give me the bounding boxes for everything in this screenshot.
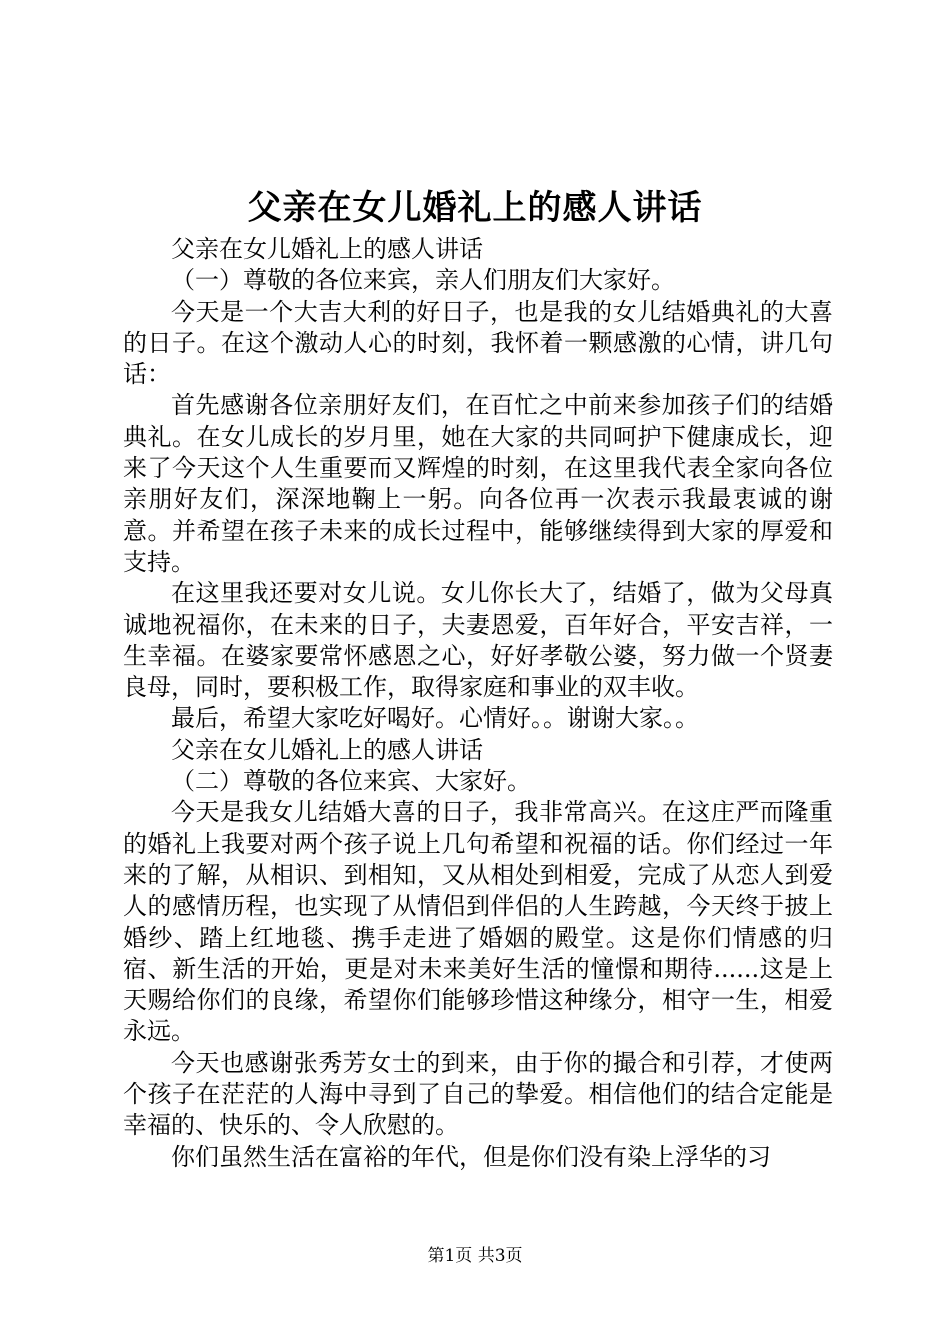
paragraph: 在这里我还要对女儿说。女儿你长大了，结婚了，做为父母真诚地祝福你，在未来的日子，夫妻恩爱，百年好合，平安吉祥，一生幸福。在婆家要常怀感恩之心，好好孝敬公婆，努力做一个贤妻良母，同时，要积极工作，取得家庭和事业的双丰收。: [123, 579, 833, 702]
page-footer: 第1页 共3页: [427, 1246, 523, 1266]
paragraph: 今天是一个大吉大利的好日子，也是我的女儿结婚典礼的大喜的日子。在这个激动人心的时刻，我怀着一颗感激的心情，讲几句话：: [123, 297, 833, 389]
paragraph: 首先感谢各位亲朋好友们，在百忙之中前来参加孩子们的结婚典礼。在女儿成长的岁月里，她在大家的共同呵护下健康成长，迎来了今天这个人生重要而又辉煌的时刻，在这里我代表全家向各位亲朋好友们，深深地鞠上一躬。向各位再一次表示我最衷诚的谢意。并希望在孩子未来的成长过程中，能够继续得到大家的厚爱和支持。: [123, 391, 833, 576]
paragraph-greeting-1: （一）尊敬的各位来宾，亲人们朋友们大家好。: [171, 266, 675, 295]
paragraph-heading-2: 父亲在女儿婚礼上的感人讲话: [171, 735, 483, 764]
paragraph: 今天也感谢张秀芳女士的到来，由于你的撮合和引荐，才使两个孩子在茫茫的人海中寻到了自己的挚爱。相信他们的结合定能是幸福的、快乐的、令人欣慰的。: [123, 1048, 833, 1140]
paragraph: 你们虽然生活在富裕的年代，但是你们没有染上浮华的习: [171, 1142, 771, 1171]
paragraph: 今天是我女儿结婚大喜的日子，我非常高兴。在这庄严而隆重的婚礼上我要对两个孩子说上几句希望和祝福的话。你们经过一年来的了解，从相识、到相知，又从相处到相爱，完成了从恋人到爱人的感情历程，也实现了从情侣到伴侣的人生跨越，今天终于披上婚纱、踏上红地毯、携手走进了婚姻的殿堂。这是你们情感的归宿、新生活的开始，更是对未来美好生活的憧憬和期待......这是上天赐给你们的良缘，希望你们能够珍惜这种缘分，相守一生，相爱永远。: [123, 798, 833, 1046]
document-body: [123, 234, 833, 1173]
paragraph-greeting-2: （二）尊敬的各位来宾、大家好。: [171, 767, 531, 796]
document-title: 父亲在女儿婚礼上的感人讲话: [247, 188, 703, 228]
paragraph: 最后，希望大家吃好喝好。心情好。。谢谢大家。。: [171, 704, 699, 733]
paragraph-heading-1: 父亲在女儿婚礼上的感人讲话: [171, 235, 483, 263]
